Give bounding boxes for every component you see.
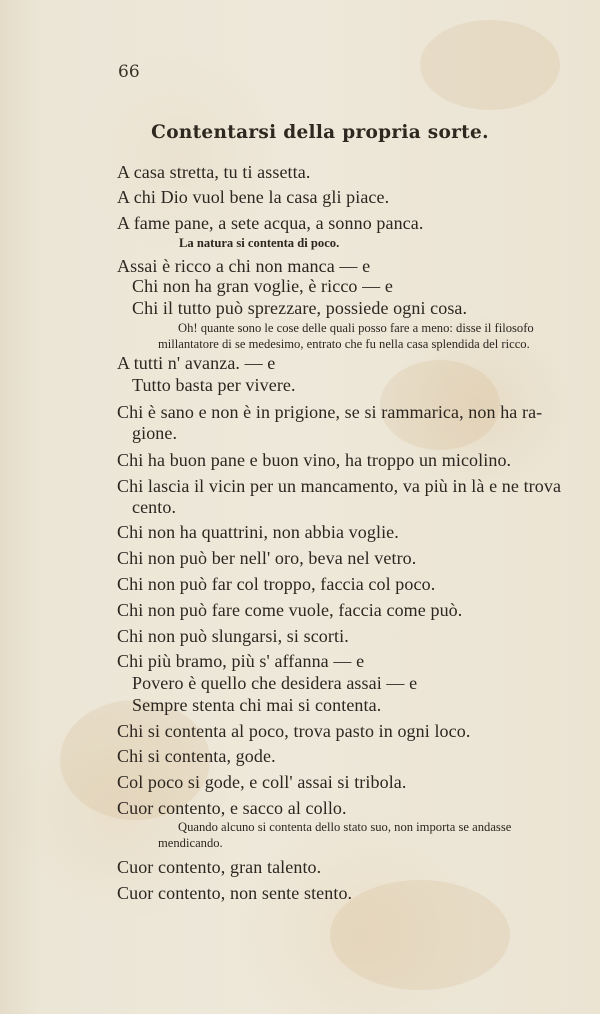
proverb-line: Chi più bramo, più s' affanna — e <box>117 651 365 671</box>
page-number: 66 <box>118 62 140 82</box>
proverb-line: Povero è quello che desidera assai — e <box>132 673 418 693</box>
section-title: Contentarsi della propria sorte. <box>151 122 489 143</box>
proverb-line: Cuor contento, gran talento. <box>117 857 322 877</box>
proverb-line: Chi è sano e non è in prigione, se si rammarica, non ha ra- <box>117 402 543 422</box>
proverb-line: Chi il tutto può sprezzare, possiede ogni cosa. <box>132 298 468 318</box>
proverb-line: Chi non può far col troppo, faccia col poco. <box>117 574 436 594</box>
proverb-line: Sempre stenta chi mai si contenta. <box>132 695 382 715</box>
proverb-line: Col poco si gode, e coll' assai si tribola. <box>117 772 407 792</box>
proverb-note: millantatore di se medesimo, entrato che fu nella casa splendida del ricco. <box>158 337 530 351</box>
proverb-line: Chi lascia il vicin per un mancamento, va più in là e ne trova <box>117 476 562 496</box>
proverb-line: A casa stretta, tu ti assetta. <box>117 162 311 182</box>
proverb-line: Chi si contenta, gode. <box>117 746 276 766</box>
proverb-line: gione. <box>132 423 178 443</box>
proverb-note: Oh! quante sono le cose delle quali posso fare a meno: disse il filosofo <box>178 321 534 335</box>
proverb-line: Chi non può fare come vuole, faccia come può. <box>117 600 463 620</box>
proverb-note: Quando alcuno si contenta dello stato suo, non importa se andasse <box>178 820 512 834</box>
proverb-line: Chi non può ber nell' oro, beva nel vetro. <box>117 548 417 568</box>
proverb-line: A chi Dio vuol bene la casa gli piace. <box>117 187 390 207</box>
proverb-line: Chi non ha quattrini, non abbia voglie. <box>117 522 399 542</box>
proverb-note: La natura si contenta di poco. <box>179 236 340 250</box>
paper-stain <box>330 880 510 990</box>
proverb-line: cento. <box>132 497 177 517</box>
paper-stain <box>420 20 560 110</box>
proverb-line: Cuor contento, e sacco al collo. <box>117 798 347 818</box>
proverb-line: A tutti n' avanza. — e <box>117 353 276 373</box>
proverb-line: A fame pane, a sete acqua, a sonno panca. <box>117 213 424 233</box>
proverb-line: Chi si contenta al poco, trova pasto in ogni loco. <box>117 721 471 741</box>
proverb-line: Chi non ha gran voglie, è ricco — e <box>132 276 393 296</box>
proverb-line: Chi ha buon pane e buon vino, ha troppo un micolino. <box>117 450 512 470</box>
proverb-line: Assai è ricco a chi non manca — e <box>117 256 371 276</box>
proverb-note: mendicando. <box>158 836 223 850</box>
proverb-line: Cuor contento, non sente stento. <box>117 883 353 903</box>
proverb-line: Tutto basta per vivere. <box>132 375 296 395</box>
proverb-line: Chi non può slungarsi, si scorti. <box>117 626 349 646</box>
